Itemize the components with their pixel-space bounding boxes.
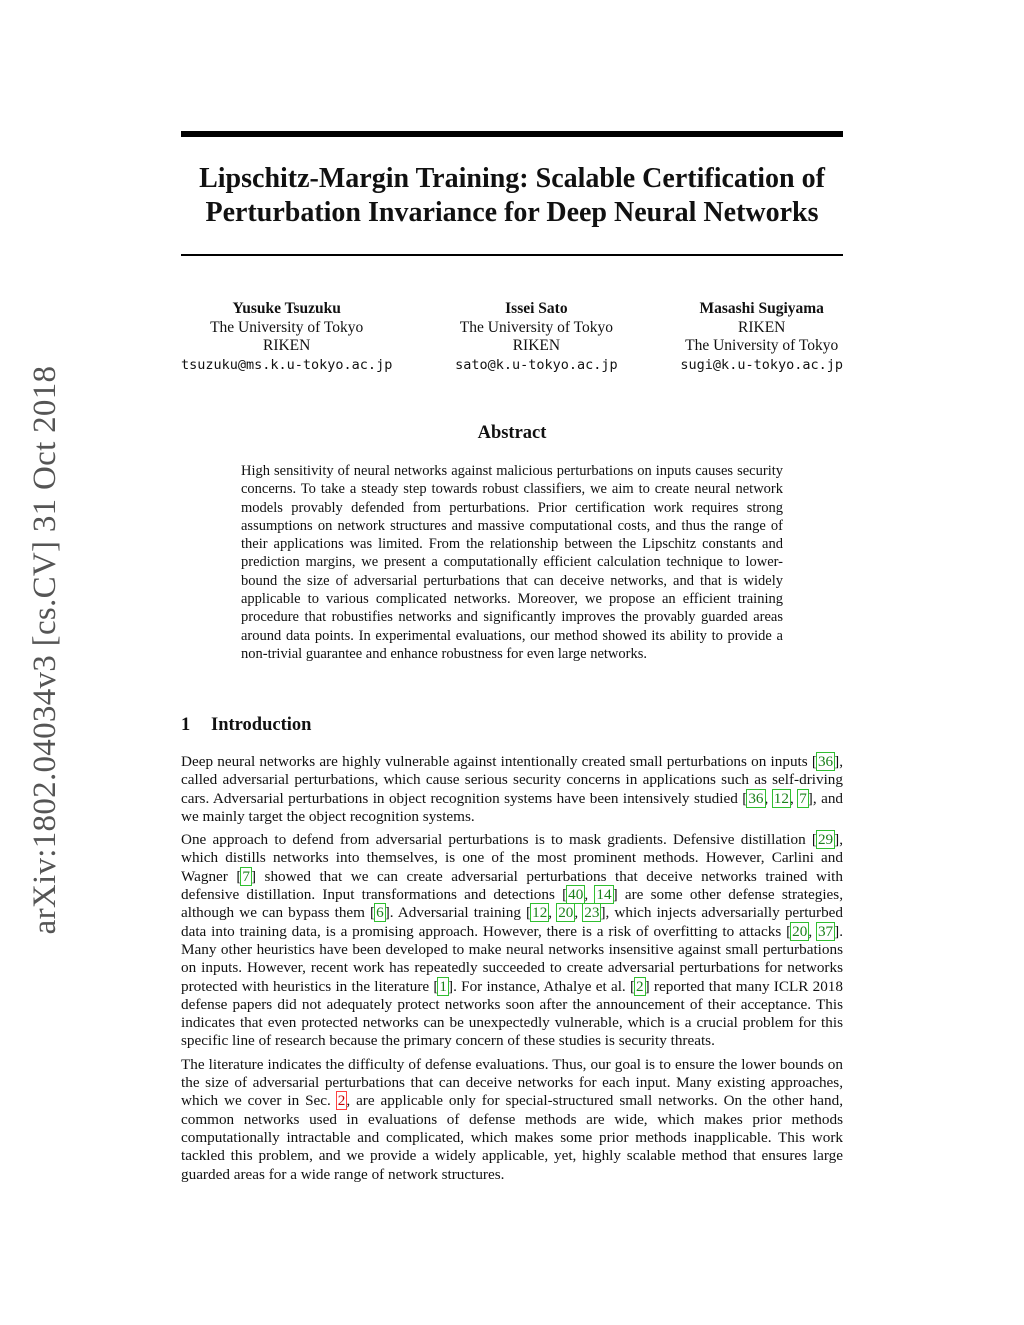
- author-email: sugi@k.u-tokyo.ac.jp: [680, 356, 843, 373]
- citation-link[interactable]: 36: [748, 789, 764, 807]
- author-1: [181, 300, 392, 374]
- text-run: The literature indicates the difficulty of defense evaluations. Thus, our goal is to ensure the lower bounds on the size of adversarial perturbations that can deceive networks for each input. Many existing approaches, which we cover in Sec.: [181, 1055, 843, 1110]
- separator: ,: [584, 886, 596, 904]
- author-name: Yusuke Tsuzuku: [232, 300, 341, 317]
- paragraph-1: [181, 753, 843, 826]
- author-name: Issei Sato: [505, 300, 568, 317]
- citation-link[interactable]: 36: [817, 753, 834, 770]
- text-run: ] reported that many ICLR 2018 defense papers did not adequately protect networks soon after the announcement of their acceptance. This indicates that even protected networks can be unexpectedly vulnerable, which is a crucial problem for this specific line of research because the primary concern of these studies is security threats.: [181, 977, 843, 1050]
- author-email: tsuzuku@ms.k.u-tokyo.ac.jp: [181, 356, 393, 373]
- text-run: ], which distills networks into themselves, is one of the most prominent methods. However, Carlini and Wagner [: [181, 831, 843, 885]
- author-affiliation: The University of Tokyo: [459, 318, 613, 336]
- abstract-text: High sensitivity of neural networks against malicious perturbations on inputs causes security concerns. To take a steady step towards robust classifiers, we aim to create neural network models provably defended from perturbations. Prior certification work requires strong assumptions on network structures and massive computational costs, and thus the range of their applications was limited. From the relationship between the Lipschitz constants and prediction margins, we present a computationally efficient calculation technique to lower-bound the size of adversarial perturbations that can deceive networks, and that is widely applicable to various complicated networks. Moreover, we propose an efficient training procedure that robustifies networks and significantly improves the provably guarded areas around data points. In experimental evaluations, our method showed its ability to provide a non-trivial guarantee and enhance robustness for even large networks.: [241, 463, 783, 662]
- title-top-rule: [181, 131, 843, 137]
- citation-link[interactable]: 37: [817, 922, 834, 940]
- separator: ,: [764, 789, 773, 807]
- author-affiliation: RIKEN: [738, 318, 786, 336]
- author-name: Masashi Sugiyama: [699, 300, 824, 317]
- text-run: ], called adversarial perturbations, which cause serious security concerns in applications such as self-driving cars. Adversarial perturbations in object recognition systems have been intensively studied [: [181, 753, 843, 807]
- citation-link[interactable]: 7: [242, 867, 250, 885]
- text-run: ], which injects adversarially perturbed data into training data, is a promising approach. However, there is a risk of overfitting to attacks [: [181, 904, 844, 940]
- section-reference-link[interactable]: 2: [337, 1092, 346, 1110]
- text-run: ]. Many other heuristics have been developed to make neural networks insensitive against small perturbations on inputs. However, recent work has repeatedly succeeded to create adversarial perturbations for networks protected with heuristics in the literature [: [181, 922, 843, 995]
- author-2: [455, 300, 618, 374]
- author-3: [680, 300, 843, 374]
- arxiv-identifier: [27, 355, 63, 945]
- paragraph-3: [181, 1056, 843, 1184]
- author-affiliation: The University of Tokyo: [685, 337, 839, 354]
- separator: ,: [808, 922, 817, 940]
- text-run: One approach to defend from adversarial perturbations is to mask gradients. Defensive distillation [: [181, 831, 817, 849]
- title-bottom-rule: [181, 254, 843, 256]
- separator: ,: [574, 904, 584, 922]
- citation-link[interactable]: 14: [596, 886, 612, 904]
- citation-link[interactable]: 23: [584, 904, 600, 922]
- author-email: sato@k.u-tokyo.ac.jp: [455, 356, 618, 373]
- text-run: Deep neural networks are highly vulnerable against intentionally created small perturbations on inputs [: [181, 753, 817, 770]
- citation-link[interactable]: 6: [376, 904, 384, 922]
- author-affiliation: RIKEN: [262, 337, 311, 354]
- arxiv-identifier-text: arXiv:1802.04034v3 [cs.CV] 31 Oct 2018: [27, 365, 63, 935]
- separator: ,: [548, 904, 558, 922]
- paragraph-2: [181, 831, 843, 1051]
- citation-link[interactable]: 2: [636, 977, 644, 995]
- citation-link[interactable]: 7: [799, 789, 807, 807]
- title-line-2: Perturbation Invariance for Deep Neural Networks: [205, 197, 819, 228]
- separator: ,: [789, 789, 799, 807]
- section-number: 1: [181, 715, 191, 735]
- section-heading: [181, 713, 311, 737]
- abstract-heading: Abstract: [477, 423, 547, 443]
- author-affiliation: RIKEN: [512, 337, 561, 354]
- citation-link[interactable]: 40: [568, 886, 584, 904]
- citation-link[interactable]: 1: [439, 977, 448, 995]
- text-run: ], and we mainly target the object recognition systems.: [181, 789, 844, 825]
- paper-title: [181, 162, 843, 230]
- title-line-1: Lipschitz-Margin Training: Scalable Certification of: [199, 163, 825, 194]
- text-run: ]. For instance, Athalye et al. [: [448, 977, 636, 995]
- text-run: ] are some other defense strategies, although we can bypass them [: [181, 886, 844, 922]
- text-run: , are applicable only for special-structured small networks. On the other hand, common networks used in evaluations of defense methods are wide, which makes prior methods computationally intractable and complicated, which makes some prior methods inapplicable. This work tackled this problem, and we provide a widely applicable, yet, highly scalable method that ensures large guarded areas for a wide range of network structures.: [181, 1092, 844, 1183]
- text-run: ]. Adversarial training [: [384, 904, 532, 922]
- citation-link[interactable]: 12: [773, 789, 789, 807]
- citation-link[interactable]: 20: [558, 904, 574, 922]
- citation-link[interactable]: 12: [532, 904, 548, 922]
- author-affiliation: The University of Tokyo: [210, 318, 364, 336]
- section-title: Introduction: [211, 715, 312, 735]
- introduction-body: [181, 753, 843, 1189]
- text-run: ] showed that we can create adversarial perturbations that deceive networks trained with defensive distillation. Input transformations and detections [: [181, 867, 843, 904]
- citation-link[interactable]: 29: [817, 831, 834, 849]
- author-block: [181, 300, 843, 374]
- citation-link[interactable]: 20: [792, 922, 808, 940]
